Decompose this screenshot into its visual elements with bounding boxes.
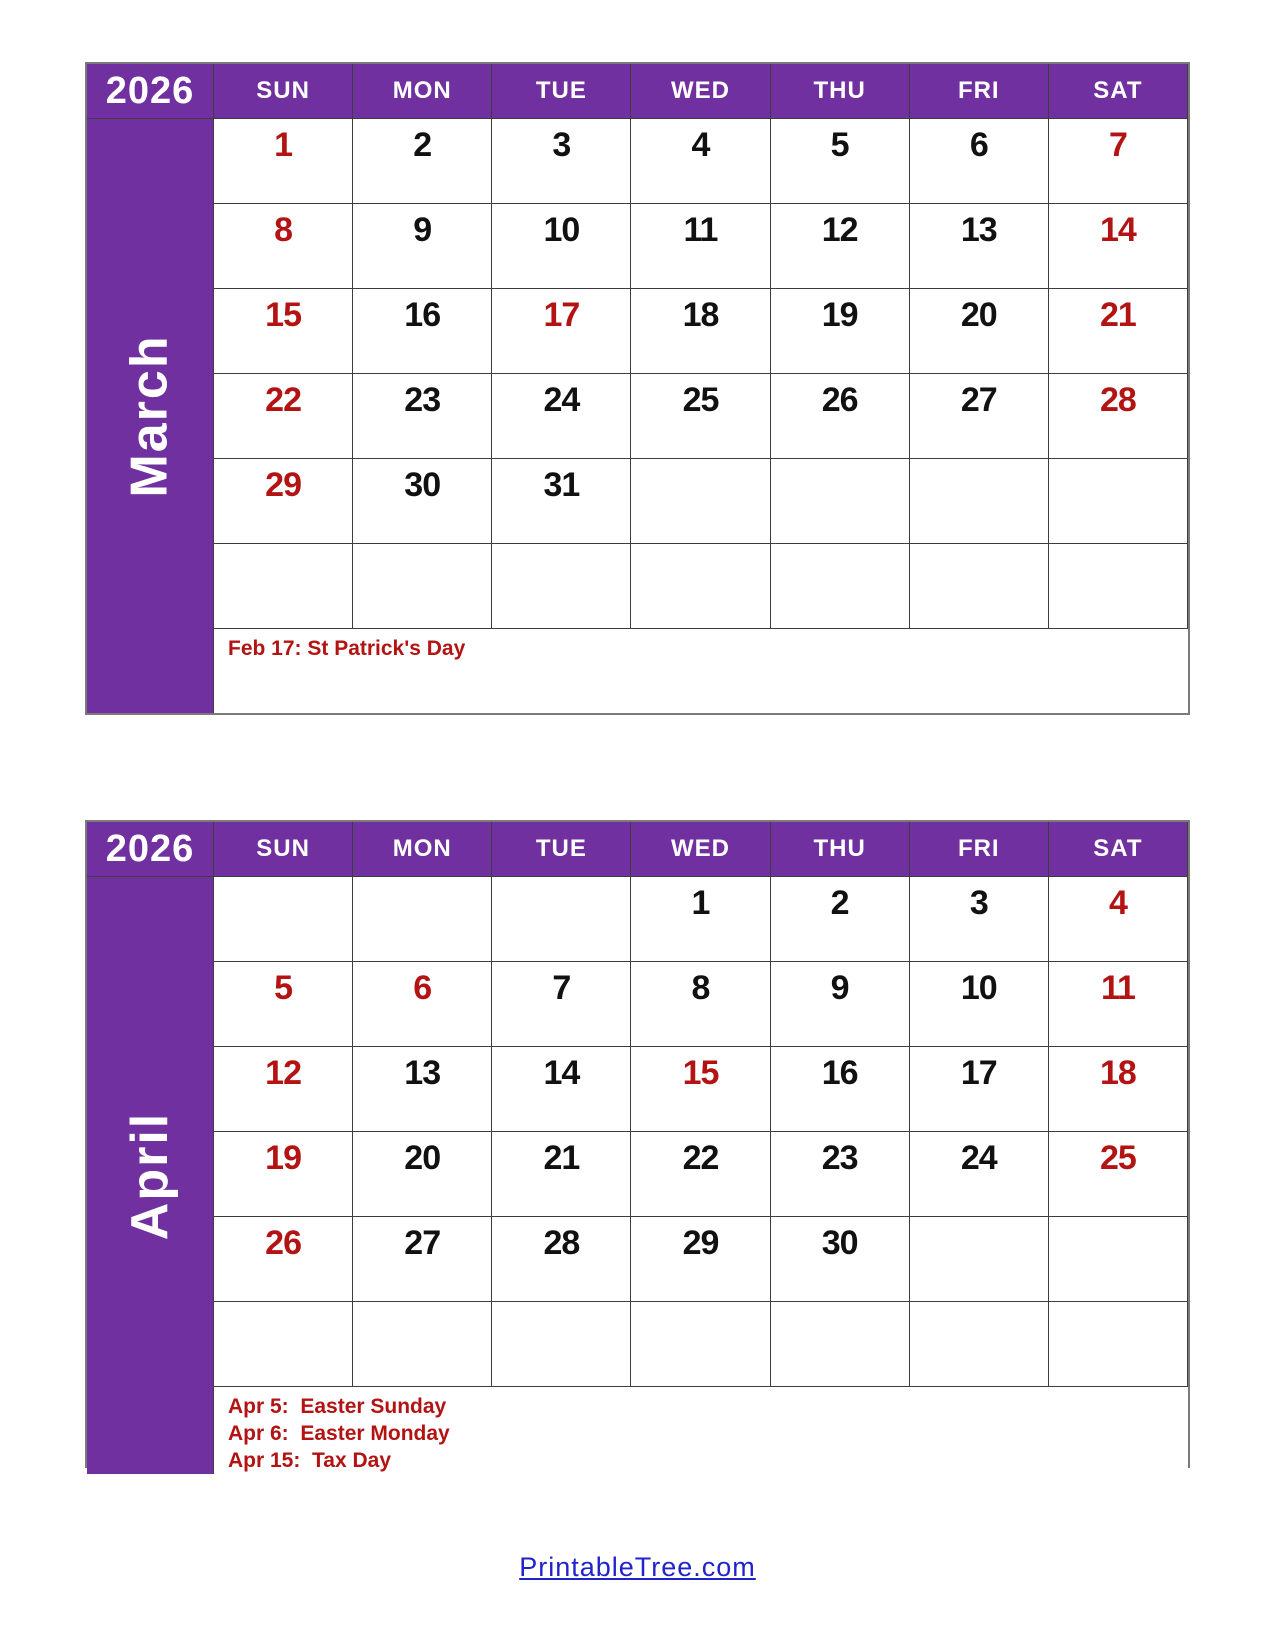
date-cell-4: 4 <box>1049 877 1188 962</box>
date-cell-23: 23 <box>771 1132 910 1217</box>
day-header-wed: WED <box>631 822 770 877</box>
date-cell-3: 3 <box>910 877 1049 962</box>
date-cell-2: 2 <box>353 119 492 204</box>
empty-date-cell <box>214 1302 353 1387</box>
date-cell-11: 11 <box>631 204 770 289</box>
calendar-march <box>85 62 1190 715</box>
date-cell-31: 31 <box>492 459 631 544</box>
holiday-notes <box>214 1387 1188 1474</box>
date-cell-30: 30 <box>771 1217 910 1302</box>
date-cell-10: 10 <box>910 962 1049 1047</box>
date-cell-27: 27 <box>910 374 1049 459</box>
empty-date-cell <box>492 544 631 629</box>
empty-date-cell <box>492 877 631 962</box>
empty-date-cell <box>771 544 910 629</box>
day-header-sat: SAT <box>1049 64 1188 119</box>
holiday-notes <box>214 629 1188 713</box>
date-cell-15: 15 <box>631 1047 770 1132</box>
printabletree-link[interactable]: PrintableTree.com <box>519 1552 756 1582</box>
date-cell-14: 14 <box>1049 204 1188 289</box>
date-cell-17: 17 <box>492 289 631 374</box>
empty-date-cell <box>1049 1302 1188 1387</box>
month-name: March <box>121 334 179 498</box>
holiday-note: Feb 17: St Patrick's Day <box>228 637 466 660</box>
date-cell-12: 12 <box>771 204 910 289</box>
date-cell-10: 10 <box>492 204 631 289</box>
empty-date-cell <box>214 544 353 629</box>
date-cell-9: 9 <box>353 204 492 289</box>
holiday-note: Apr 5: Easter Sunday <box>228 1395 447 1418</box>
empty-date-cell <box>631 1302 770 1387</box>
month-sidebar <box>87 119 214 713</box>
date-cell-14: 14 <box>492 1047 631 1132</box>
calendar-april <box>85 820 1190 1472</box>
date-cell-29: 29 <box>631 1217 770 1302</box>
date-cell-17: 17 <box>910 1047 1049 1132</box>
date-cell-2: 2 <box>771 877 910 962</box>
empty-date-cell <box>353 877 492 962</box>
day-header-fri: FRI <box>910 822 1049 877</box>
day-header-sun: SUN <box>214 64 353 119</box>
day-header-thu: THU <box>771 822 910 877</box>
date-cell-8: 8 <box>631 962 770 1047</box>
date-cell-15: 15 <box>214 289 353 374</box>
empty-date-cell <box>771 1302 910 1387</box>
day-header-fri: FRI <box>910 64 1049 119</box>
empty-date-cell <box>771 459 910 544</box>
date-cell-22: 22 <box>631 1132 770 1217</box>
year-label: 2026 <box>87 822 214 877</box>
date-cell-19: 19 <box>214 1132 353 1217</box>
date-cell-29: 29 <box>214 459 353 544</box>
date-cell-28: 28 <box>492 1217 631 1302</box>
date-cell-3: 3 <box>492 119 631 204</box>
date-cell-25: 25 <box>1049 1132 1188 1217</box>
date-cell-20: 20 <box>353 1132 492 1217</box>
holiday-note: Apr 6: Easter Monday <box>228 1422 450 1445</box>
day-header-wed: WED <box>631 64 770 119</box>
empty-date-cell <box>631 459 770 544</box>
empty-date-cell <box>1049 1217 1188 1302</box>
date-cell-5: 5 <box>771 119 910 204</box>
empty-date-cell <box>910 1302 1049 1387</box>
empty-date-cell <box>1049 544 1188 629</box>
date-cell-1: 1 <box>631 877 770 962</box>
date-cell-18: 18 <box>1049 1047 1188 1132</box>
date-cell-23: 23 <box>353 374 492 459</box>
date-cell-16: 16 <box>353 289 492 374</box>
empty-date-cell <box>214 877 353 962</box>
date-cell-13: 13 <box>910 204 1049 289</box>
year-label: 2026 <box>87 64 214 119</box>
day-header-thu: THU <box>771 64 910 119</box>
day-header-sun: SUN <box>214 822 353 877</box>
date-cell-18: 18 <box>631 289 770 374</box>
date-cell-5: 5 <box>214 962 353 1047</box>
empty-date-cell <box>910 1217 1049 1302</box>
day-header-tue: TUE <box>492 822 631 877</box>
date-cell-11: 11 <box>1049 962 1188 1047</box>
date-cell-27: 27 <box>353 1217 492 1302</box>
date-cell-12: 12 <box>214 1047 353 1132</box>
date-cell-7: 7 <box>492 962 631 1047</box>
empty-date-cell <box>353 544 492 629</box>
date-cell-24: 24 <box>492 374 631 459</box>
empty-date-cell <box>492 1302 631 1387</box>
date-cell-21: 21 <box>492 1132 631 1217</box>
footer <box>0 1552 1275 1583</box>
day-header-mon: MON <box>353 822 492 877</box>
date-cell-20: 20 <box>910 289 1049 374</box>
holiday-note: Apr 15: Tax Day <box>228 1449 392 1472</box>
empty-date-cell <box>1049 459 1188 544</box>
date-cell-6: 6 <box>910 119 1049 204</box>
date-cell-6: 6 <box>353 962 492 1047</box>
date-cell-22: 22 <box>214 374 353 459</box>
date-cell-26: 26 <box>771 374 910 459</box>
date-cell-21: 21 <box>1049 289 1188 374</box>
day-header-tue: TUE <box>492 64 631 119</box>
month-name: April <box>121 1111 180 1240</box>
month-sidebar <box>87 877 214 1474</box>
empty-date-cell <box>353 1302 492 1387</box>
empty-date-cell <box>631 544 770 629</box>
empty-date-cell <box>910 544 1049 629</box>
date-cell-26: 26 <box>214 1217 353 1302</box>
date-cell-7: 7 <box>1049 119 1188 204</box>
day-header-mon: MON <box>353 64 492 119</box>
date-cell-19: 19 <box>771 289 910 374</box>
date-cell-13: 13 <box>353 1047 492 1132</box>
date-cell-4: 4 <box>631 119 770 204</box>
date-cell-24: 24 <box>910 1132 1049 1217</box>
date-cell-8: 8 <box>214 204 353 289</box>
date-cell-9: 9 <box>771 962 910 1047</box>
date-cell-28: 28 <box>1049 374 1188 459</box>
date-cell-25: 25 <box>631 374 770 459</box>
day-header-sat: SAT <box>1049 822 1188 877</box>
date-cell-1: 1 <box>214 119 353 204</box>
date-cell-30: 30 <box>353 459 492 544</box>
date-cell-16: 16 <box>771 1047 910 1132</box>
empty-date-cell <box>910 459 1049 544</box>
